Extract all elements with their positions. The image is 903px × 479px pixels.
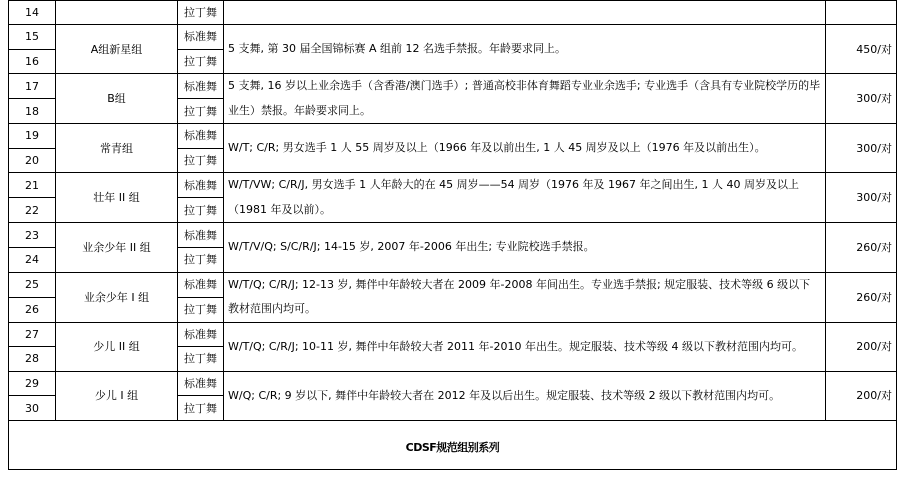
dance-type: 拉丁舞: [178, 297, 224, 322]
group-price: 200/对: [826, 371, 897, 420]
group-price: 260/对: [826, 223, 897, 272]
table-row: [9, 124, 897, 149]
competition-groups-table: [8, 0, 897, 470]
row-number: 27: [9, 322, 56, 347]
group-description: W/T/Q; C/R/J; 12-13 岁, 舞伴中年龄较大者在 2009 年-2008 年间出生。专业选手禁报; 规定服装、技术等级 6 级以下教材范围内均可。: [224, 272, 826, 322]
group-description: W/T; C/R; 男女选手 1 人 55 周岁及以上（1966 年及以前出生, 1 人 45 周岁及以上（1976 年及以前出生）。: [224, 124, 826, 173]
group-description: W/T/V/Q; S/C/R/J; 14-15 岁, 2007 年-2006 年出生; 专业院校选手禁报。: [224, 223, 826, 272]
row-number: 17: [9, 74, 56, 99]
dance-type: 标准舞: [178, 74, 224, 99]
group-description: W/T/VW; C/R/J, 男女选手 1 人年龄大的在 45 周岁——54 周岁（1976 年及 1967 年之间出生, 1 人 40 周岁及以上（1981 年及以前）。: [224, 173, 826, 223]
dance-type: 拉丁舞: [178, 99, 224, 124]
row-number: 16: [9, 49, 56, 74]
dance-type: 拉丁舞: [178, 247, 224, 272]
table-footer-row: [9, 420, 897, 469]
group-name: 壮年 II 组: [56, 173, 178, 223]
group-price: 300/对: [826, 74, 897, 124]
dance-type: 标准舞: [178, 25, 224, 50]
group-price: 200/对: [826, 322, 897, 371]
group-description: W/Q; C/R; 9 岁以下, 舞伴中年龄较大者在 2012 年及以后出生。规定服装、技术等级 2 级以下教材范围内均可。: [224, 371, 826, 420]
table-row: [9, 371, 897, 396]
group-name: A组新星组: [56, 25, 178, 74]
dance-type: 拉丁舞: [178, 1, 224, 25]
dance-type: 标准舞: [178, 223, 224, 248]
row-number: 14: [9, 1, 56, 25]
row-number: 25: [9, 272, 56, 297]
group-name: 少儿 I 组: [56, 371, 178, 420]
dance-type: 标准舞: [178, 322, 224, 347]
group-price: 300/对: [826, 124, 897, 173]
group-price: 300/对: [826, 173, 897, 223]
table-row: [9, 272, 897, 297]
group-name: B组: [56, 74, 178, 124]
dance-type: 拉丁舞: [178, 396, 224, 421]
row-number: 30: [9, 396, 56, 421]
dance-type: 拉丁舞: [178, 49, 224, 74]
dance-type: 标准舞: [178, 371, 224, 396]
dance-type: 拉丁舞: [178, 148, 224, 173]
group-name: 业余少年 II 组: [56, 223, 178, 272]
group-price: [826, 1, 897, 25]
row-number: 18: [9, 99, 56, 124]
group-name: 常青组: [56, 124, 178, 173]
dance-type: 拉丁舞: [178, 347, 224, 372]
row-number: 19: [9, 124, 56, 149]
group-description: 5 支舞, 第 30 届全国锦标赛 A 组前 12 名选手禁报。年龄要求同上。: [224, 25, 826, 74]
row-number: 26: [9, 297, 56, 322]
group-name: 少儿 II 组: [56, 322, 178, 371]
row-number: 23: [9, 223, 56, 248]
dance-type: 拉丁舞: [178, 198, 224, 223]
table-row: [9, 173, 897, 198]
group-price: 450/对: [826, 25, 897, 74]
table-row: [9, 25, 897, 50]
table-row: [9, 223, 897, 248]
table-row: [9, 322, 897, 347]
table-row: [9, 74, 897, 99]
row-number: 20: [9, 148, 56, 173]
group-description: W/T/Q; C/R/J; 10-11 岁, 舞伴中年龄较大者 2011 年-2010 年出生。规定服装、技术等级 4 级以下教材范围内均可。: [224, 322, 826, 371]
dance-type: 标准舞: [178, 272, 224, 297]
table-footer-caption: CDSF规范组别系列: [9, 420, 897, 469]
group-name: 业余少年 I 组: [56, 272, 178, 322]
row-number: 29: [9, 371, 56, 396]
dance-type: 标准舞: [178, 173, 224, 198]
row-number: 24: [9, 247, 56, 272]
dance-type: 标准舞: [178, 124, 224, 149]
row-number: 21: [9, 173, 56, 198]
group-name: [56, 1, 178, 25]
row-number: 22: [9, 198, 56, 223]
row-number: 15: [9, 25, 56, 50]
group-price: 260/对: [826, 272, 897, 322]
row-number: 28: [9, 347, 56, 372]
table-row: [9, 1, 897, 25]
group-description: [224, 1, 826, 25]
group-description: 5 支舞, 16 岁以上业余选手（含香港/澳门选手）; 普通高校非体育舞蹈专业业余选手; 专业选手（含具有专业院校学历的毕业生）禁报。年龄要求同上。: [224, 74, 826, 124]
